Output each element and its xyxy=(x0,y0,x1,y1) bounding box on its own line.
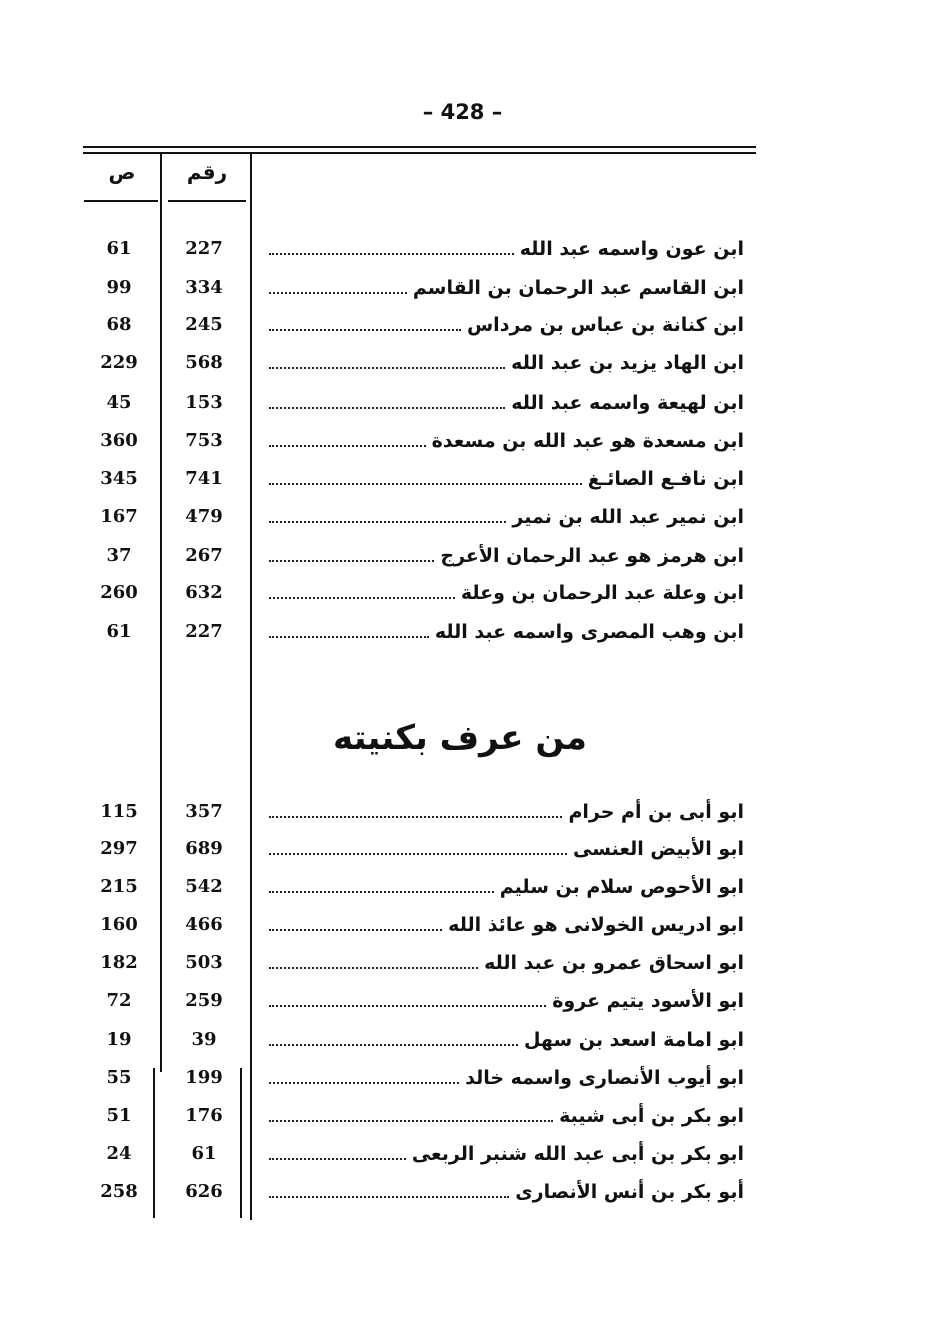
table-row xyxy=(84,872,744,902)
entry-number: 466 xyxy=(185,914,223,935)
entry-number: 741 xyxy=(185,468,223,489)
table-row xyxy=(84,502,744,532)
header-number-col: رقم xyxy=(186,160,228,184)
entry-number: 176 xyxy=(185,1105,223,1126)
entry xyxy=(269,348,744,378)
entry xyxy=(269,910,744,940)
dot-leader xyxy=(269,636,429,638)
table-row xyxy=(84,834,744,864)
entry-name: ابن لهيعة واسمه عبد الله xyxy=(511,392,744,414)
entry-number: 61 xyxy=(191,1143,217,1164)
dot-leader xyxy=(269,853,567,855)
table-row xyxy=(84,388,744,418)
entry-name: ابو الأسود يتيم عروة xyxy=(552,990,744,1012)
entry-number: 259 xyxy=(185,990,223,1011)
page-ref: 45 xyxy=(106,392,132,413)
top-rule-inner xyxy=(83,152,756,154)
entry-name: ابو أبى بن أم حرام xyxy=(568,801,744,823)
dot-leader xyxy=(269,1196,509,1198)
table-row xyxy=(84,348,744,378)
entry-number: 267 xyxy=(185,545,223,566)
table-row xyxy=(84,1063,744,1093)
entry-name: ابو الأبيض العنسى xyxy=(573,838,744,860)
table-row xyxy=(84,1101,744,1131)
table-row xyxy=(84,948,744,978)
entry xyxy=(269,1177,744,1207)
entry-number: 227 xyxy=(185,238,223,259)
entry xyxy=(269,464,744,494)
page-ref: 55 xyxy=(106,1067,132,1088)
dot-leader xyxy=(269,929,442,931)
entry-name: ابو بكر بن أبى عبد الله شنبر الربعى xyxy=(411,1143,744,1165)
table-row xyxy=(84,273,744,303)
entry-number: 199 xyxy=(185,1067,223,1088)
table-row xyxy=(84,541,744,571)
entry-number: 39 xyxy=(191,1029,217,1050)
entry-number: 568 xyxy=(185,352,223,373)
page-ref: 258 xyxy=(100,1181,138,1202)
entry-number: 479 xyxy=(185,506,223,527)
entry-name: ابو الأحوص سلام بن سليم xyxy=(499,876,744,898)
page-ref: 61 xyxy=(106,238,132,259)
page-ref: 260 xyxy=(100,582,138,603)
dot-leader xyxy=(269,483,582,485)
page-ref: 160 xyxy=(100,914,138,935)
entry xyxy=(269,541,744,571)
dot-leader xyxy=(269,521,506,523)
table-row xyxy=(84,986,744,1016)
entry xyxy=(269,617,744,647)
entry-name: ابن وعلة عبد الرحمان بن وعلة xyxy=(460,582,744,604)
entry-number: 689 xyxy=(185,838,223,859)
page-number: – 428 – xyxy=(422,100,503,124)
entry-name: ابن الهاد يزيد بن عبد الله xyxy=(511,352,744,374)
dot-leader xyxy=(269,1082,459,1084)
top-rule xyxy=(83,146,756,148)
page-ref: 24 xyxy=(106,1143,132,1164)
dot-leader xyxy=(269,967,478,969)
table-row xyxy=(84,1177,744,1207)
dot-leader xyxy=(269,292,407,294)
page-ref: 51 xyxy=(106,1105,132,1126)
page-ref: 68 xyxy=(106,314,132,335)
table-row xyxy=(84,426,744,456)
dot-leader xyxy=(269,816,562,818)
entry xyxy=(269,1101,744,1131)
entry xyxy=(269,1139,744,1169)
header-underline-number xyxy=(168,200,246,202)
entry-number: 753 xyxy=(185,430,223,451)
table-row xyxy=(84,578,744,608)
entry-number: 245 xyxy=(185,314,223,335)
entry-name: ابو أيوب الأنصارى واسمه خالد xyxy=(465,1067,744,1089)
entry xyxy=(269,234,744,264)
dot-leader xyxy=(269,445,426,447)
entry-number: 334 xyxy=(185,277,223,298)
page-ref: 115 xyxy=(100,801,138,822)
header-underline-page xyxy=(84,200,158,202)
entry xyxy=(269,834,744,864)
table-row xyxy=(84,910,744,940)
page-ref: 229 xyxy=(100,352,138,373)
entry-name: أبو بكر بن أنس الأنصارى xyxy=(515,1181,744,1203)
dot-leader xyxy=(269,597,455,599)
dot-leader xyxy=(269,560,434,562)
dot-leader xyxy=(269,1005,546,1007)
entry xyxy=(269,1025,744,1055)
entry-name: ابو اسحاق عمرو بن عبد الله xyxy=(484,952,744,974)
entry-name: ابن هرمز هو عبد الرحمان الأعرج xyxy=(440,545,744,567)
entry xyxy=(269,388,744,418)
entry-name: ابن وهب المصرى واسمه عبد الله xyxy=(434,621,744,643)
page-ref: 360 xyxy=(100,430,138,451)
entry xyxy=(269,948,744,978)
entry-name: ابن القاسم عبد الرحمان بن القاسم xyxy=(412,277,744,299)
entry xyxy=(269,797,744,827)
page-ref: 19 xyxy=(106,1029,132,1050)
entry-name: ابن عون واسمه عبد الله xyxy=(519,238,744,260)
page-ref: 297 xyxy=(100,838,138,859)
page-ref: 99 xyxy=(106,277,132,298)
page-ref: 345 xyxy=(100,468,138,489)
table-row xyxy=(84,1139,744,1169)
entry-number: 542 xyxy=(185,876,223,897)
entry-number: 227 xyxy=(185,621,223,642)
entry-number: 503 xyxy=(185,952,223,973)
dot-leader xyxy=(269,329,461,331)
dot-leader xyxy=(269,407,505,409)
entry-name: ابو امامة اسعد بن سهل xyxy=(523,1029,744,1051)
dot-leader xyxy=(269,1044,518,1046)
page-ref: 215 xyxy=(100,876,138,897)
page-ref: 37 xyxy=(106,545,132,566)
dot-leader xyxy=(269,1158,406,1160)
page-ref: 167 xyxy=(100,506,138,527)
entry xyxy=(269,426,744,456)
dot-leader xyxy=(269,891,494,893)
entry-name: ابن كنانة بن عباس بن مرداس xyxy=(466,314,744,336)
entry-name: ابو بكر بن أبى شيبة xyxy=(559,1105,744,1127)
entry-name: ابو ادريس الخولانى هو عائذ الله xyxy=(448,914,744,936)
entry xyxy=(269,1063,744,1093)
dot-leader xyxy=(269,253,514,255)
table-row xyxy=(84,234,744,264)
entry-name: ابن نافـع الصائـغ xyxy=(587,468,744,490)
table-row xyxy=(84,1025,744,1055)
dot-leader xyxy=(269,367,505,369)
section-title: من عرف بكنيته xyxy=(333,718,587,758)
dot-leader xyxy=(269,1120,553,1122)
table-row xyxy=(84,617,744,647)
page-ref: 72 xyxy=(106,990,132,1011)
entry xyxy=(269,310,744,340)
entry-name: ابن مسعدة هو عبد الله بن مسعدة xyxy=(431,430,744,452)
entry xyxy=(269,872,744,902)
page-ref: 182 xyxy=(100,952,138,973)
header-page-col: ص xyxy=(108,160,136,184)
entry xyxy=(269,273,744,303)
table-row xyxy=(84,797,744,827)
table-row xyxy=(84,310,744,340)
entry xyxy=(269,502,744,532)
page-ref: 61 xyxy=(106,621,132,642)
entry-number: 626 xyxy=(185,1181,223,1202)
entry xyxy=(269,986,744,1016)
entry xyxy=(269,578,744,608)
entry-number: 153 xyxy=(185,392,223,413)
entry-name: ابن نمير عبد الله بن نمير xyxy=(512,506,744,528)
entry-number: 632 xyxy=(185,582,223,603)
entry-number: 357 xyxy=(185,801,223,822)
table-row xyxy=(84,464,744,494)
